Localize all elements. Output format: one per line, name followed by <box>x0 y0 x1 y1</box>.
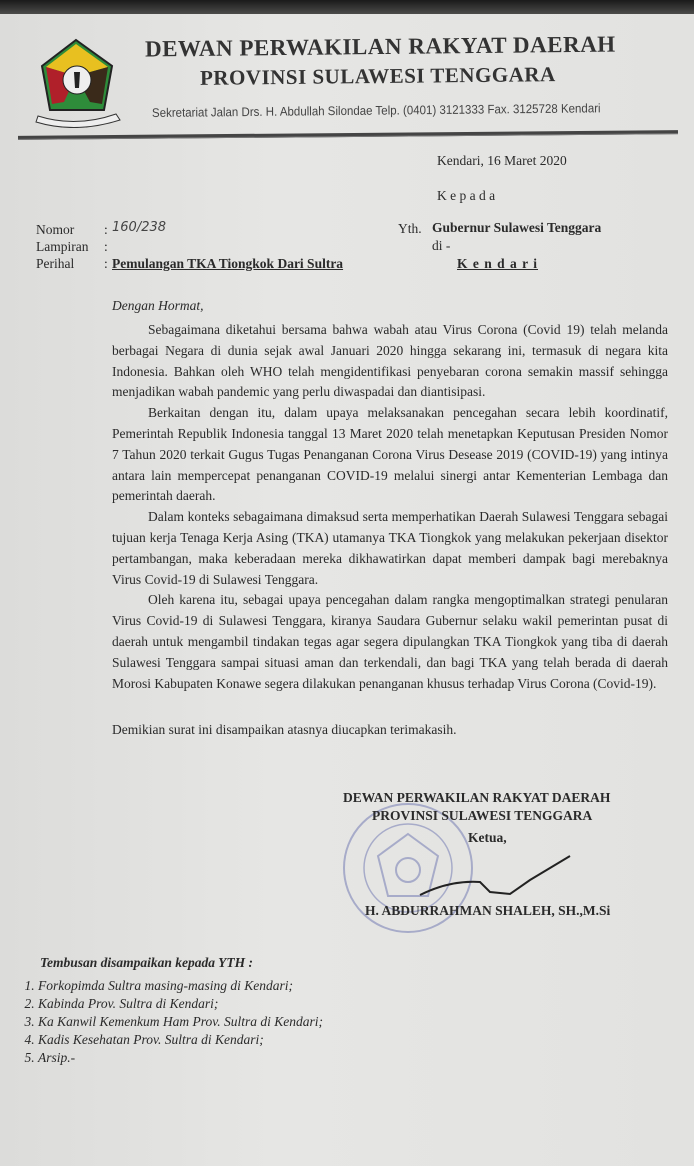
cc-heading: Tembusan disampaikan kepada YTH : <box>40 955 254 970</box>
colon: : <box>104 222 108 237</box>
recipient-name: Gubernur Sulawesi Tenggara <box>432 220 602 235</box>
paragraph: Sebagaimana diketahui bersama bahwa wabah atau Virus Corona (Covid 19) telah melanda berbagai Negara di dunia sejak awal Januari 2020 hingga sekarang ini, termasuk di negara kita Indonesia. Bahkan oleh WHO telah mengidentifikasi penyebaran corona semakin massif sehingga menjadikan wabah pandemic yang perlu diwaspadai dan diantisipasi. <box>112 322 668 400</box>
sign-org1: DEWAN PERWAKILAN RAKYAT DAERAH <box>343 790 611 805</box>
paragraph: Dalam konteks sebagaimana dimaksud serta memperhatikan Daerah Sulawesi Tenggara sebagai tujuan kerja Tenaga Kerja Asing (TKA) utamanya TKA Tiongkok yang melakukan pekerjaan disektor pertambangan, maka keberadaan mereka dikhawatirkan dapat memberi dampak bagi merebaknya Virus Covid-19 di Sulawesi Tenggara. <box>112 509 668 587</box>
cc-item: 3. Ka Kanwil Kemenkum Ham Prov. Sultra di Kendari; <box>38 1013 323 1031</box>
salutation: Dengan Hormat, <box>112 298 204 313</box>
cc-item: 2. Kabinda Prov. Sultra di Kendari; <box>38 995 323 1013</box>
letterhead-subtitle: PROVINSI SULAWESI TENGGARA <box>199 62 556 90</box>
cc-list <box>16 977 323 1067</box>
lampiran-label: Lampiran <box>36 239 89 254</box>
letterhead-address: Sekretariat Jalan Drs. H. Abdullah Silondae Telp. (0401) 3121333 Fax. 3125728 Kendari <box>151 101 601 120</box>
paragraph: Oleh karena itu, sebagai upaya pencegahan dalam rangka mengoptimalkan strategi penularan Virus Covid-19 di Sulawesi Tenggara, kiranya Saudara Gubernur selaku wakil pemerintan pusat di daerah untuk mengambil tindakan tegas agar segera dipulangkan TKA Tiongkok yang tiba di daerah Sulawesi Tenggara sampai situasi aman dan terkendali, dan bagi TKA yang telah berada di daerah Morosi Kabupaten Konawe segera dilakukan penanganan khusus terhadap Virus Corona (Covid-19). <box>112 592 668 691</box>
perihal-label: Perihal <box>36 256 75 271</box>
dprd-logo <box>34 36 126 128</box>
sign-org2: PROVINSI SULAWESI TENGGARA <box>372 808 593 823</box>
letterhead-title: DEWAN PERWAKILAN RAKYAT DAERAH <box>144 31 616 62</box>
nomor-value: 160/238 <box>112 220 167 235</box>
colon: : <box>104 239 108 254</box>
yth-label: Yth. <box>398 221 422 236</box>
signature-scribble <box>410 850 580 910</box>
letter-date: Kendari, 16 Maret 2020 <box>437 153 567 168</box>
perihal-value: Pemulangan TKA Tiongkok Dari Sultra <box>112 256 344 271</box>
nomor-label: Nomor <box>36 222 75 237</box>
recipient-city: K e n d a r i <box>457 256 539 271</box>
to-label: K e p a d a <box>437 188 496 203</box>
cc-item: 1. Forkopimda Sultra masing-masing di Kendari; <box>38 977 323 995</box>
cc-item: 4. Kadis Kesehatan Prov. Sultra di Kendari; <box>38 1031 323 1049</box>
paragraph: Berkaitan dengan itu, dalam upaya melaksanakan pencegahan secara lebih koordinatif, Pemerintah Republik Indonesia tanggal 13 Maret 2020 telah menetapkan Keputusan Presiden Nomor 7 Tahun 2020 terkait Gugus Tugas Penanganan Corona Virus Desease 2019 (COVID-19) yang intinya antara lain mempercepat penanganan COVID-19 melalui sinergi antar Kementerian Lembaga dan pemerintah daerah. <box>112 405 668 504</box>
cc-item: 5. Arsip.- <box>38 1049 323 1067</box>
letter-body <box>112 320 668 694</box>
recipient-di: di - <box>432 238 451 253</box>
sign-title: Ketua, <box>468 830 507 845</box>
signatory-name: H. ABDURRAHMAN SHALEH, SH.,M.Si <box>365 903 611 918</box>
colon: : <box>104 256 108 271</box>
closing: Demikian surat ini disampaikan atasnya diucapkan terimakasih. <box>112 722 457 737</box>
